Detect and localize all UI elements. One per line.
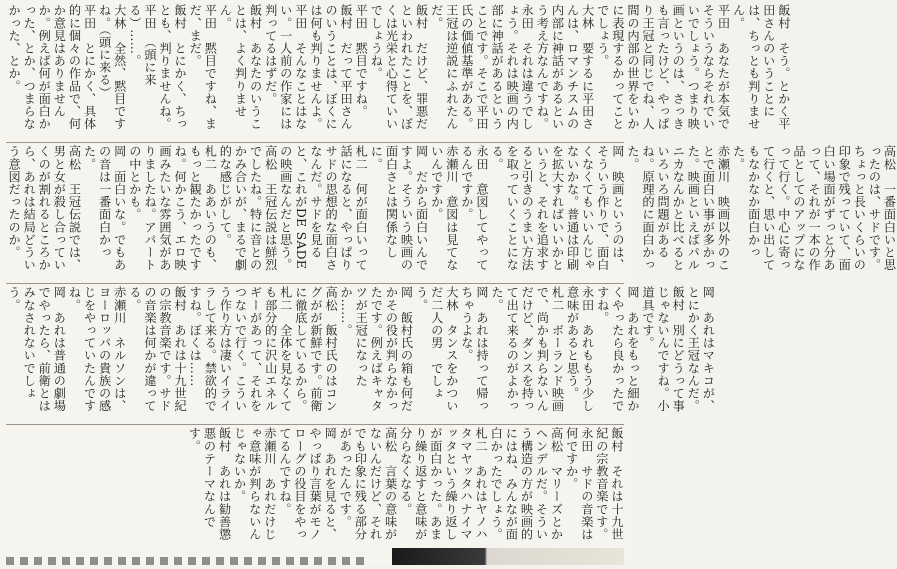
dialogue-text: 岡 あれはマキコが、とにかく王冠なんだ。 飯村 別にどうって事じゃないんですね。小道具です。 岡 あれをもっと細かくやったら良かったですね。 永田 あれももう少し意味があると思う。 札二 ボーランド映画で、尚かも判らないんだけど、ダンスを持って出て来るのがよかった。 岡 あれは持って帰っちゃうよな。 大林 タンスをかついだ二人の男 でしょう。 岡 飯村氏の箱も何だかその役が判らなかったです。例えばキャタツが王冠になったか……。 高松 飯村氏のはコングがが新鮮です。前衛に徹底しているから。 札二 全体を見なくても部分的に沢山エネルギーがあって、それをつないで行く。こういう作り方は凄いイライラして来る。禁欲的ですね。ぼくは…… 飯村 あれは十九世紀の宗教音楽です。サドの音楽は何かが違ってる。 赤瀬川 ネルソンは、ヨーロッパの貴族の感じをやっていたんですね。 岡 あれは普通の劇場でやったら、前衛とはみなされないでしょう。 [7, 286, 716, 412]
text-tier-top [6, 4, 791, 139]
tier-divider [6, 424, 624, 425]
text-tier-middle-lower [6, 286, 716, 421]
photo-fragment [392, 548, 624, 565]
dialogue-text: 高松 一番面白いと思ったのは、サドです。ちょっと長いくらいの印象で残っていて、面白い場面がずっと分あって、それが一本の作品としてのアップになって行く。中心に寄って行くと、思い出してもなかなか面白かった。 赤瀬川 映画以外のことで面白い事が多かった。映画といえばパルニカなんかと比べるといろいろ問題があるね。原理的に面白かった。 岡 映画というのは、そういう作りで、面白くなくてもいいんじゃないかな。普通は印刷を拡大すればいいかというと、それを追求すると引きのうまい方法を取っていくことになる。 永田 意図してやってるんですか。 赤瀬川 意図は見てないんですか。 岡 だから面白いんですよ。そういう映画の面白さとは関係なしに。 札二 何が面白いって話になると、やっぱりサドの思想的な面白さなんだ。サドを見ると、これがDE SADEの映画なんだと思う。 高松 王冠伝説は鮮烈でしたね。特に音とのかみ合いが、まるで劇的な感じがして。 札二 ああいうのも、もっと観たかったですね。何かこう、エロ映画みたいな雰囲気がありましたね。アパートの中とかも。 岡 面白いな。でもあの音は一番面白かった。 高松 王冠伝説では、男と女が殺し合っていくのが割れるところから、あれは結局どういう意図だったのか。 [7, 145, 897, 271]
tier-divider [6, 142, 624, 143]
dialogue-text: 飯村 そう。とかく平田さんのいうことには、ちっとも判りません。 平田 あなたが本気でそういうならそれでいいでしょう。つまり映画というのは、さっきも言ったけど、やっぱり王冠と同じでね、人間の内部の世界をいかに表現するかってことでしょう。 大林 要するに平田さんは、ロマンチスムの内部に神話があるという考え方なんですね。 永田 それは違うでしょう。それは映画の内部に神話があるということです。そこで平田氏の価値基準がある。王冠は逆説にふれたんだ。 飯村 だけど、罪悪だといわれたことを、ぼくは光栄と心得ていいでしょうね。 平田 黙目ですね。 飯村 だって平田さんのいうことは、ぼくには何も判りませんよ。 平田 そんなことはない。一人前の作家には判ってるはずだ。 飯村 あなたのいうことは、よく判りません。 平田 黙目ですね、まだ、まだ。 飯村 とにかく、ちっとも、判りませんね。 平田 （頭に来る）……。 大林 全然、黙目ですね。（頭に来る） 平田 とにかく、具体的に個々の作品で、何か意見はありませんか。例えば何が面白かった、とか、つまらなかった、とか。 [7, 4, 791, 130]
text-tier-bottom [6, 427, 624, 547]
tier-divider [6, 283, 624, 284]
cropped-next-line [6, 550, 386, 562]
text-tier-middle-upper [6, 145, 897, 280]
dialogue-text: 飯村 それは十九世紀の宗教音楽です。 永田 サドの音楽は何ですか。 高松 マリーズとかヘンデルだ。そういう構造の方が映画的にはね、みんなが面白かったでしょう。 札二 あれはヤノハタマヤッタハナイマッタという繰り返しが面白かった。あまり繰り返すと意味が分らなくなる。 高松 言葉の意味がないんだけど、それでも印象に残る部分があったんです。 岡 あれを見ると、やっぱり言葉がモノローグの役目をやってるんですね。 赤瀬川 あれだけじゃ意味が判らないんじゃないか。 飯村 あれは勧善懲悪のテーマなんです。 [187, 427, 624, 541]
